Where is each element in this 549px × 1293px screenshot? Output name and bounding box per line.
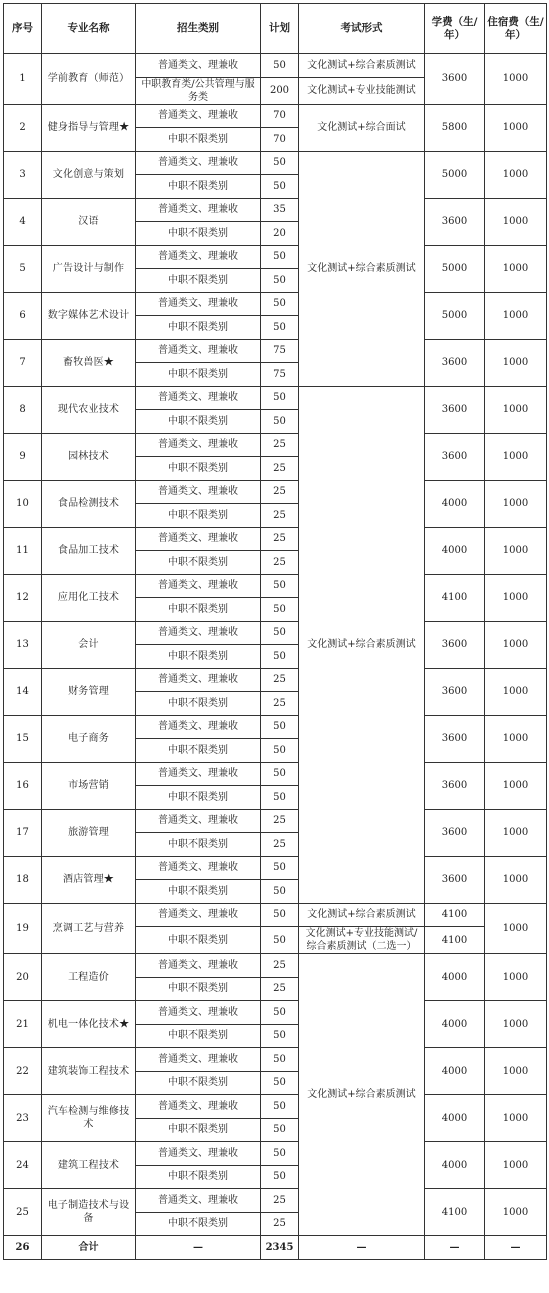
enrollment-category: 普通类文、理兼收 [136, 433, 261, 457]
plan-count: 50 [261, 1118, 299, 1142]
tuition-fee: 4100 [425, 574, 485, 621]
tuition-fee: 3600 [425, 762, 485, 809]
major-name: 汽车检测与维修技术 [42, 1095, 136, 1142]
plan-count: 50 [261, 54, 299, 78]
tuition-fee: 3600 [425, 433, 485, 480]
dorm-fee: 1000 [485, 54, 547, 105]
plan-count: 50 [261, 316, 299, 340]
row-number: 20 [4, 954, 42, 1001]
plan-count: 20 [261, 222, 299, 246]
table-row [4, 809, 547, 833]
dorm-fee: 1000 [485, 762, 547, 809]
enrollment-category: 中职不限类别 [136, 1024, 261, 1048]
tuition-fee: 4100 [425, 903, 485, 927]
plan-count: 200 [261, 77, 299, 104]
row-number: 11 [4, 527, 42, 574]
tuition-fee: 3600 [425, 621, 485, 668]
enrollment-category: 普通类文、理兼收 [136, 954, 261, 978]
plan-count: 50 [261, 927, 299, 954]
plan-count: 50 [261, 762, 299, 786]
plan-count: 25 [261, 1212, 299, 1236]
dorm-fee: 1000 [485, 1142, 547, 1189]
total-tuition: — [425, 1236, 485, 1260]
plan-count: 75 [261, 363, 299, 387]
row-number: 4 [4, 198, 42, 245]
dorm-fee: 1000 [485, 198, 547, 245]
enrollment-category: 普通类文、理兼收 [136, 104, 261, 128]
enrollment-category: 普通类文、理兼收 [136, 1048, 261, 1072]
plan-count: 50 [261, 245, 299, 269]
tuition-fee: 3600 [425, 54, 485, 105]
tuition-fee: 5800 [425, 104, 485, 151]
row-number: 23 [4, 1095, 42, 1142]
total-no: 26 [4, 1236, 42, 1260]
enrollment-category: 普通类文、理兼收 [136, 715, 261, 739]
major-name: 数字媒体艺术设计 [42, 292, 136, 339]
plan-count: 50 [261, 1048, 299, 1072]
major-name: 市场营销 [42, 762, 136, 809]
table-row [4, 856, 547, 880]
major-name: 酒店管理★ [42, 856, 136, 903]
enrollment-category: 普通类文、理兼收 [136, 245, 261, 269]
tuition-fee: 3600 [425, 668, 485, 715]
plan-count: 25 [261, 668, 299, 692]
plan-count: 70 [261, 128, 299, 152]
exam-format: 文化测试+综合素质测试 [299, 903, 425, 927]
enrollment-category: 中职不限类别 [136, 363, 261, 387]
plan-count: 25 [261, 504, 299, 528]
enrollment-category: 普通类文、理兼收 [136, 1001, 261, 1025]
plan-count: 50 [261, 903, 299, 927]
dorm-fee: 1000 [485, 527, 547, 574]
enrollment-category: 中职不限类别 [136, 1071, 261, 1095]
total-exam: — [299, 1236, 425, 1260]
enrollment-category: 普通类文、理兼收 [136, 480, 261, 504]
enrollment-category: 普通类文、理兼收 [136, 621, 261, 645]
enrollment-category: 中职不限类别 [136, 692, 261, 716]
plan-count: 25 [261, 433, 299, 457]
enrollment-category: 中职不限类别 [136, 457, 261, 481]
plan-count: 50 [261, 1071, 299, 1095]
plan-count: 25 [261, 1189, 299, 1213]
major-name: 食品检测技术 [42, 480, 136, 527]
plan-count: 50 [261, 269, 299, 293]
dorm-fee: 1000 [485, 433, 547, 480]
row-number: 21 [4, 1001, 42, 1048]
exam-format: 文化测试+综合素质测试 [299, 954, 425, 1236]
tuition-fee: 5000 [425, 292, 485, 339]
major-name: 旅游管理 [42, 809, 136, 856]
row-number: 24 [4, 1142, 42, 1189]
enrollment-category: 中职不限类别 [136, 410, 261, 434]
table-row [4, 954, 547, 978]
enrollment-category: 中职教育类/公共管理与服务类 [136, 77, 261, 104]
row-number: 6 [4, 292, 42, 339]
exam-format: 文化测试+综合素质测试 [299, 386, 425, 903]
plan-count: 50 [261, 292, 299, 316]
tuition-fee: 4000 [425, 480, 485, 527]
plan-count: 75 [261, 339, 299, 363]
plan-count: 50 [261, 386, 299, 410]
table-row [4, 339, 547, 363]
major-name: 健身指导与管理★ [42, 104, 136, 151]
plan-count: 50 [261, 645, 299, 669]
plan-count: 50 [261, 786, 299, 810]
row-number: 18 [4, 856, 42, 903]
dorm-fee: 1000 [485, 1189, 547, 1236]
enrollment-category: 中职不限类别 [136, 128, 261, 152]
row-number: 14 [4, 668, 42, 715]
enrollment-category: 中职不限类别 [136, 504, 261, 528]
enrollment-category: 中职不限类别 [136, 880, 261, 904]
row-number: 9 [4, 433, 42, 480]
major-name: 机电一体化技术★ [42, 1001, 136, 1048]
exam-format: 文化测试+综合面试 [299, 104, 425, 151]
plan-count: 25 [261, 480, 299, 504]
table-row [4, 1142, 547, 1166]
major-name: 建筑工程技术 [42, 1142, 136, 1189]
table-row [4, 433, 547, 457]
row-number: 2 [4, 104, 42, 151]
plan-count: 50 [261, 410, 299, 434]
dorm-fee: 1000 [485, 715, 547, 762]
enrollment-category: 普通类文、理兼收 [136, 54, 261, 78]
enrollment-category: 普通类文、理兼收 [136, 339, 261, 363]
tuition-fee: 3600 [425, 386, 485, 433]
row-number: 3 [4, 151, 42, 198]
table-row [4, 762, 547, 786]
row-number: 16 [4, 762, 42, 809]
plan-count: 50 [261, 715, 299, 739]
plan-count: 50 [261, 1142, 299, 1166]
tuition-fee: 5000 [425, 151, 485, 198]
enrollment-category: 中职不限类别 [136, 1165, 261, 1189]
tuition-fee: 3600 [425, 809, 485, 856]
major-name: 电子制造技术与设备 [42, 1189, 136, 1236]
table-row [4, 715, 547, 739]
row-number: 19 [4, 903, 42, 954]
enrollment-category: 中职不限类别 [136, 551, 261, 575]
enrollment-category: 普通类文、理兼收 [136, 386, 261, 410]
header-no: 序号 [4, 4, 42, 54]
dorm-fee: 1000 [485, 1048, 547, 1095]
enrollment-category: 普通类文、理兼收 [136, 574, 261, 598]
total-category: — [136, 1236, 261, 1260]
tuition-fee: 4000 [425, 1142, 485, 1189]
dorm-fee: 1000 [485, 480, 547, 527]
table-row [4, 1048, 547, 1072]
dorm-fee: 1000 [485, 668, 547, 715]
tuition-fee: 3600 [425, 198, 485, 245]
major-name: 文化创意与策划 [42, 151, 136, 198]
tuition-fee: 4100 [425, 927, 485, 954]
dorm-fee: 1000 [485, 954, 547, 1001]
dorm-fee: 1000 [485, 104, 547, 151]
tuition-fee: 4100 [425, 1189, 485, 1236]
plan-count: 50 [261, 1001, 299, 1025]
dorm-fee: 1000 [485, 245, 547, 292]
plan-count: 50 [261, 1095, 299, 1119]
plan-count: 50 [261, 856, 299, 880]
major-name: 学前教育（师范） [42, 54, 136, 105]
plan-count: 35 [261, 198, 299, 222]
dorm-fee: 1000 [485, 809, 547, 856]
table-row [4, 1095, 547, 1119]
row-number: 13 [4, 621, 42, 668]
major-name: 广告设计与制作 [42, 245, 136, 292]
enrollment-category: 中职不限类别 [136, 977, 261, 1001]
dorm-fee: 1000 [485, 386, 547, 433]
enrollment-category: 中职不限类别 [136, 1212, 261, 1236]
enrollment-category: 普通类文、理兼收 [136, 856, 261, 880]
exam-format: 文化测试+专业技能测试 [299, 77, 425, 104]
enrollment-category: 中职不限类别 [136, 833, 261, 857]
row-number: 10 [4, 480, 42, 527]
plan-count: 50 [261, 598, 299, 622]
plan-count: 50 [261, 880, 299, 904]
enrollment-category: 普通类文、理兼收 [136, 292, 261, 316]
plan-count: 25 [261, 692, 299, 716]
major-name: 工程造价 [42, 954, 136, 1001]
header-exam: 考试形式 [299, 4, 425, 54]
header-plan: 计划 [261, 4, 299, 54]
major-name: 应用化工技术 [42, 574, 136, 621]
table-row [4, 903, 547, 927]
enrollment-category: 普通类文、理兼收 [136, 762, 261, 786]
exam-format: 文化测试+专业技能测试/综合素质测试（二选一） [299, 927, 425, 954]
header-row [4, 4, 547, 54]
major-name: 畜牧兽医★ [42, 339, 136, 386]
tuition-fee: 4000 [425, 1095, 485, 1142]
table-row [4, 245, 547, 269]
row-number: 22 [4, 1048, 42, 1095]
plan-count: 50 [261, 1024, 299, 1048]
tuition-fee: 4000 [425, 954, 485, 1001]
enrollment-category: 普通类文、理兼收 [136, 527, 261, 551]
table-row [4, 198, 547, 222]
tuition-fee: 4000 [425, 1001, 485, 1048]
header-tuition: 学费（生/年） [425, 4, 485, 54]
major-name: 现代农业技术 [42, 386, 136, 433]
enrollment-category: 中职不限类别 [136, 786, 261, 810]
plan-count: 25 [261, 809, 299, 833]
plan-count: 50 [261, 1165, 299, 1189]
major-name: 汉语 [42, 198, 136, 245]
enrollment-category: 普通类文、理兼收 [136, 809, 261, 833]
enrollment-category: 中职不限类别 [136, 175, 261, 199]
plan-count: 25 [261, 977, 299, 1001]
row-number: 5 [4, 245, 42, 292]
total-row [4, 1236, 547, 1260]
table-row [4, 668, 547, 692]
table-row [4, 1001, 547, 1025]
tuition-fee: 4000 [425, 1048, 485, 1095]
plan-count: 25 [261, 551, 299, 575]
header-dorm: 住宿费（生/年） [485, 4, 547, 54]
total-label: 合计 [42, 1236, 136, 1260]
plan-count: 25 [261, 954, 299, 978]
table-row [4, 527, 547, 551]
dorm-fee: 1000 [485, 151, 547, 198]
enrollment-category: 普通类文、理兼收 [136, 903, 261, 927]
tuition-fee: 4000 [425, 527, 485, 574]
total-plan: 2345 [261, 1236, 299, 1260]
dorm-fee: 1000 [485, 1001, 547, 1048]
tuition-fee: 3600 [425, 715, 485, 762]
enrollment-category: 普通类文、理兼收 [136, 668, 261, 692]
row-number: 7 [4, 339, 42, 386]
row-number: 25 [4, 1189, 42, 1236]
table-row [4, 621, 547, 645]
exam-format: 文化测试+综合素质测试 [299, 151, 425, 386]
plan-count: 50 [261, 621, 299, 645]
table-row [4, 292, 547, 316]
enrollment-category: 中职不限类别 [136, 927, 261, 954]
enrollment-category: 普通类文、理兼收 [136, 151, 261, 175]
enrollment-category: 中职不限类别 [136, 645, 261, 669]
plan-count: 70 [261, 104, 299, 128]
enrollment-category: 中职不限类别 [136, 316, 261, 340]
row-number: 1 [4, 54, 42, 105]
row-number: 8 [4, 386, 42, 433]
enrollment-category: 普通类文、理兼收 [136, 198, 261, 222]
plan-count: 25 [261, 833, 299, 857]
enrollment-category: 普通类文、理兼收 [136, 1189, 261, 1213]
plan-count: 50 [261, 574, 299, 598]
dorm-fee: 1000 [485, 339, 547, 386]
table-row [4, 1189, 547, 1213]
plan-count: 25 [261, 457, 299, 481]
total-dorm: — [485, 1236, 547, 1260]
table-row [4, 480, 547, 504]
major-name: 食品加工技术 [42, 527, 136, 574]
table-row [4, 54, 547, 78]
admission-plan-table [3, 3, 547, 1260]
dorm-fee: 1000 [485, 856, 547, 903]
major-name: 建筑装饰工程技术 [42, 1048, 136, 1095]
row-number: 17 [4, 809, 42, 856]
exam-format: 文化测试+综合素质测试 [299, 54, 425, 78]
header-major: 专业名称 [42, 4, 136, 54]
table-row [4, 151, 547, 175]
enrollment-category: 中职不限类别 [136, 739, 261, 763]
plan-count: 50 [261, 151, 299, 175]
major-name: 会计 [42, 621, 136, 668]
tuition-fee: 3600 [425, 339, 485, 386]
enrollment-category: 中职不限类别 [136, 598, 261, 622]
major-name: 烹调工艺与营养 [42, 903, 136, 954]
dorm-fee: 1000 [485, 574, 547, 621]
table-row [4, 104, 547, 128]
dorm-fee: 1000 [485, 903, 547, 954]
row-number: 12 [4, 574, 42, 621]
table-row [4, 574, 547, 598]
major-name: 电子商务 [42, 715, 136, 762]
plan-count: 50 [261, 739, 299, 763]
enrollment-category: 普通类文、理兼收 [136, 1142, 261, 1166]
dorm-fee: 1000 [485, 621, 547, 668]
header-category: 招生类别 [136, 4, 261, 54]
plan-count: 50 [261, 175, 299, 199]
dorm-fee: 1000 [485, 1095, 547, 1142]
major-name: 园林技术 [42, 433, 136, 480]
row-number: 15 [4, 715, 42, 762]
enrollment-category: 中职不限类别 [136, 222, 261, 246]
enrollment-category: 中职不限类别 [136, 269, 261, 293]
table-row [4, 386, 547, 410]
dorm-fee: 1000 [485, 292, 547, 339]
major-name: 财务管理 [42, 668, 136, 715]
tuition-fee: 5000 [425, 245, 485, 292]
plan-count: 25 [261, 527, 299, 551]
tuition-fee: 3600 [425, 856, 485, 903]
enrollment-category: 中职不限类别 [136, 1118, 261, 1142]
enrollment-category: 普通类文、理兼收 [136, 1095, 261, 1119]
